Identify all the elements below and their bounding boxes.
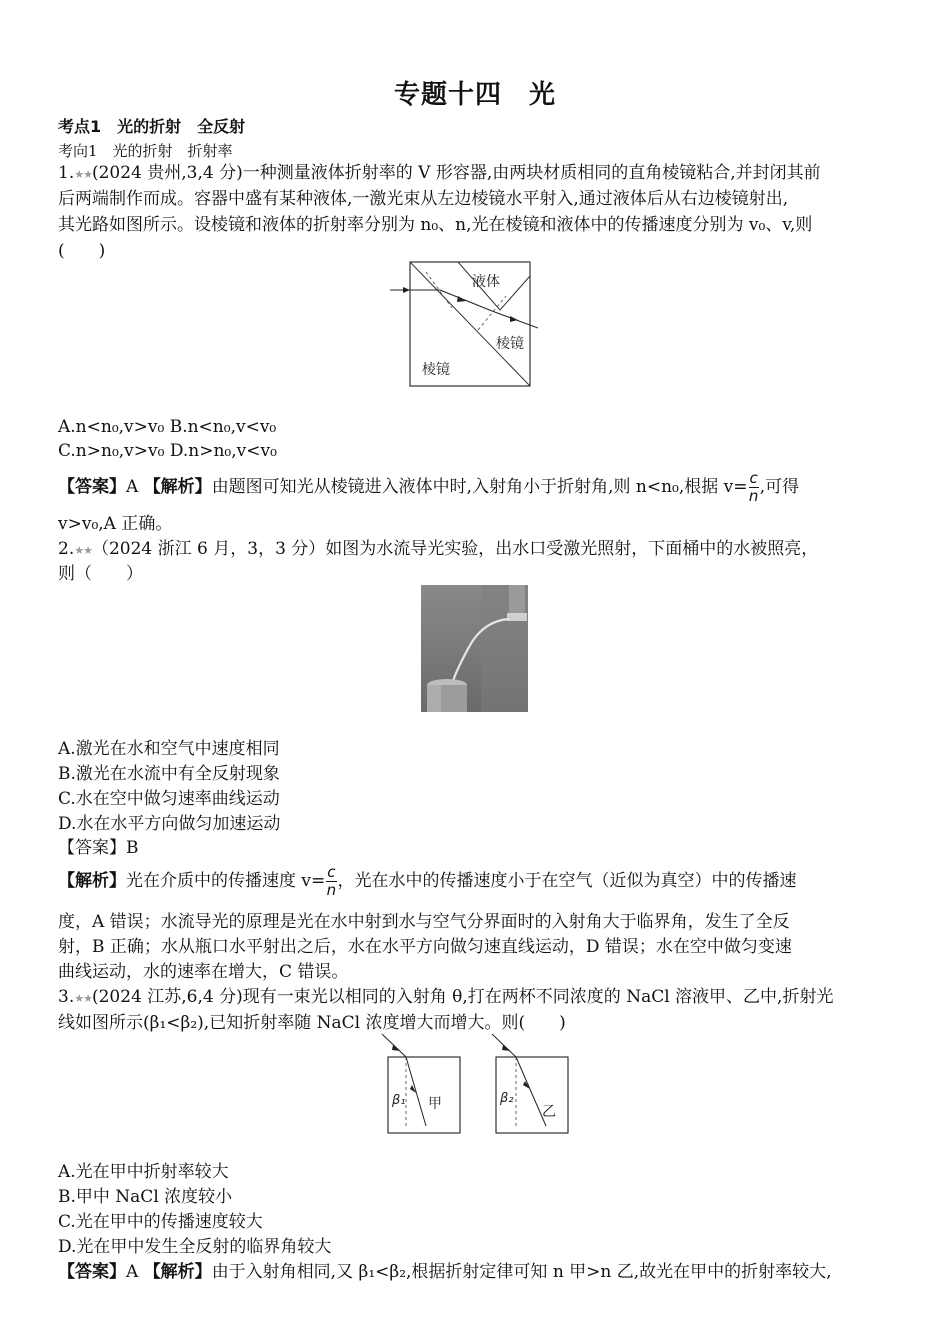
q1-number: 1. — [58, 163, 75, 183]
q3-label-beta1: β₁ — [392, 1093, 406, 1108]
q2-line-2: 则（ ） — [58, 564, 143, 584]
q2-text-1: 如图为水流导光实验，出水口受激光照射，下面桶中的水被照亮， — [325, 539, 819, 559]
q2-analysis-tag: 【解析】 — [58, 871, 126, 891]
q2-analysis-line-4: 曲线运动，水的速率在增大，C 错误。 — [58, 962, 349, 982]
q3-label-yi: 乙 — [542, 1104, 556, 1120]
q2-frac-num: c — [327, 863, 336, 881]
q2-analysis-line-3: 射，B 正确；水从瓶口水平射出之后，水在水平方向做匀速直线运动，D 错误；水在空中做匀变速 — [58, 937, 792, 957]
q3-text-1: 现有一束光以相同的入射角 θ,打在两杯不同浓度的 NaCl 溶液甲、乙中,折射光 — [242, 987, 834, 1007]
q1-answer: A — [126, 477, 139, 497]
q2-source: （2024 浙江 6 月，3，3 分） — [91, 539, 326, 559]
q3-label-jia: 甲 — [428, 1096, 442, 1112]
section-heading: 考点1 光的折射 全反射 — [58, 117, 246, 136]
q1-source: (2024 贵州,3,4 分) — [91, 163, 243, 183]
q1-answer-tag: 【答案】 — [58, 477, 126, 497]
q3-number: 3. — [58, 987, 75, 1007]
q2-number: 2. — [58, 539, 75, 559]
q3-line-1 — [58, 985, 898, 1011]
q2-option-b: B.激光在水流中有全反射现象 — [58, 764, 280, 784]
q3-difficulty-badge: ★★ — [74, 992, 92, 1005]
q2-analysis-text-a: 光在介质中的传播速度 v= — [126, 871, 326, 891]
q2-analysis-line-2: 度，A 错误；水流导光的原理是光在水中射到水与空气分界面时的入射角大于临界角，发生了全反 — [58, 912, 790, 932]
q3-analysis-text-a: 由于入射角相同,又 β₁<β₂,根据折射定律可知 n 甲>n 乙,故光在甲中的折射率较大, — [211, 1262, 832, 1282]
q1-prism-figure — [388, 258, 538, 390]
q1-option-line-1: A.n<n₀,v>v₀ B.n<n₀,v<v₀ — [58, 417, 277, 437]
q1-label-liquid: 液体 — [472, 274, 500, 290]
q3-option-c: C.光在甲中的传播速度较大 — [58, 1212, 263, 1232]
page-title: 专题十四 光 — [393, 80, 556, 110]
q3-option-a: A.光在甲中折射率较大 — [58, 1162, 229, 1182]
q3-answer-tag: 【答案】 — [58, 1262, 126, 1282]
q3-label-beta2: β₂ — [500, 1091, 514, 1106]
q1-label-prism-left: 棱镜 — [422, 362, 450, 378]
q2-analysis-line-1 — [58, 864, 898, 899]
q1-line-1 — [58, 161, 898, 187]
q1-line-2: 后两端制作而成。容器中盛有某种液体,一激光束从左边棱镜水平射入,通过液体后从右边棱镜射出, — [58, 189, 789, 209]
q1-analysis-text-b: ,可得 — [759, 477, 800, 497]
q2-water-light-photo — [421, 585, 528, 712]
q2-difficulty-badge: ★★ — [74, 544, 92, 557]
q1-analysis-tag: 【解析】 — [143, 477, 212, 497]
q3-source: (2024 江苏,6,4 分) — [91, 987, 243, 1007]
q1-frac-den: n — [748, 487, 759, 505]
q1-line-3: 其光路如图所示。设棱镜和液体的折射率分别为 n₀、n,光在棱镜和液体中的传播速度分别为 v₀、v,则 — [58, 215, 813, 235]
q2-option-c: C.水在空中做匀速率曲线运动 — [58, 789, 280, 809]
q1-analysis-line-1 — [58, 470, 898, 505]
q2-option-d: D.水在水平方向做匀加速运动 — [58, 814, 281, 834]
q3-answer: A — [126, 1262, 139, 1282]
q3-option-b: B.甲中 NaCl 浓度较小 — [58, 1187, 233, 1207]
q2-frac-den: n — [326, 881, 337, 899]
q2-option-a: A.激光在水和空气中速度相同 — [58, 739, 280, 759]
q1-analysis-text-a: 由题图可知光从棱镜进入液体中时,入射角小于折射角,则 n<n₀,根据 v= — [211, 477, 748, 497]
q1-analysis-line-2: v>v₀,A 正确。 — [58, 514, 173, 534]
q3-analysis-tag: 【解析】 — [143, 1262, 212, 1282]
q2-analysis-text-b: ，光在水中的传播速度小于在空气（近似为真空）中的传播速 — [337, 871, 797, 891]
q2-line-1 — [58, 537, 898, 563]
q1-label-prism-right: 棱镜 — [496, 336, 524, 352]
q3-line-2: 线如图所示(β₁<β₂),已知折射率随 NaCl 浓度增大而增大。则( ) — [58, 1013, 566, 1033]
q1-frac-num: c — [749, 469, 758, 487]
q3-option-d: D.光在甲中发生全反射的临界角较大 — [58, 1237, 332, 1257]
q2-answer: 【答案】B — [58, 838, 139, 858]
q3-analysis-line-1 — [58, 1260, 898, 1285]
q3-beaker-figure — [370, 1030, 590, 1136]
q2-fraction — [326, 864, 336, 899]
section-subheading: 考向1 光的折射 折射率 — [58, 142, 233, 160]
q1-line-4: ( ) — [58, 241, 106, 261]
q1-option-line-2: C.n>n₀,v>v₀ D.n>n₀,v<v₀ — [58, 441, 277, 461]
q1-fraction — [749, 470, 759, 505]
q1-text-1: 一种测量液体折射率的 V 形容器,由两块材质相同的直角棱镜粘合,并封闭其前 — [242, 163, 821, 183]
q1-difficulty-badge: ★★ — [74, 168, 92, 181]
